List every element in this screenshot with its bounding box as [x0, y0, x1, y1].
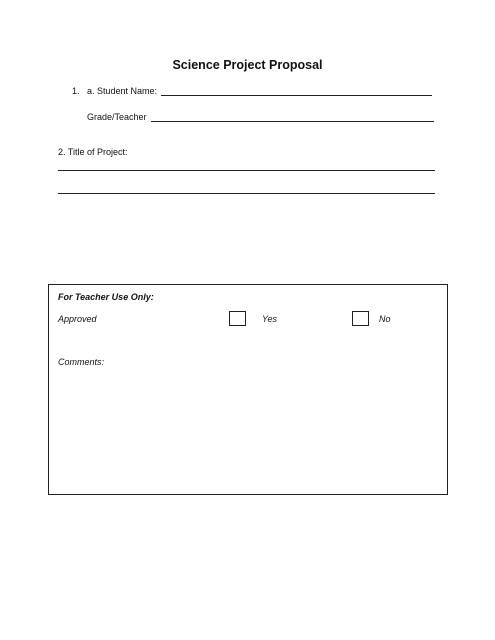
comments-label: Comments: [58, 357, 105, 367]
project-title-field-line-2[interactable] [58, 193, 435, 194]
item-number: 1. [72, 86, 80, 96]
no-checkbox[interactable] [352, 311, 369, 326]
project-title-label: 2. Title of Project: [58, 147, 128, 157]
student-name-row [72, 85, 432, 96]
grade-teacher-row [87, 111, 434, 122]
approved-label: Approved [58, 314, 97, 324]
project-title-row [58, 147, 258, 157]
student-name-label: a. Student Name: [87, 86, 158, 96]
student-name-field[interactable] [161, 85, 432, 96]
project-title-field-line-1[interactable] [58, 170, 435, 171]
no-label: No [379, 314, 391, 324]
yes-label: Yes [262, 314, 278, 324]
yes-checkbox[interactable] [229, 311, 246, 326]
grade-teacher-label: Grade/Teacher [87, 112, 147, 122]
form-title: Science Project Proposal [172, 58, 323, 72]
grade-teacher-field[interactable] [151, 111, 434, 122]
teacher-use-heading: For Teacher Use Only: [58, 292, 154, 302]
